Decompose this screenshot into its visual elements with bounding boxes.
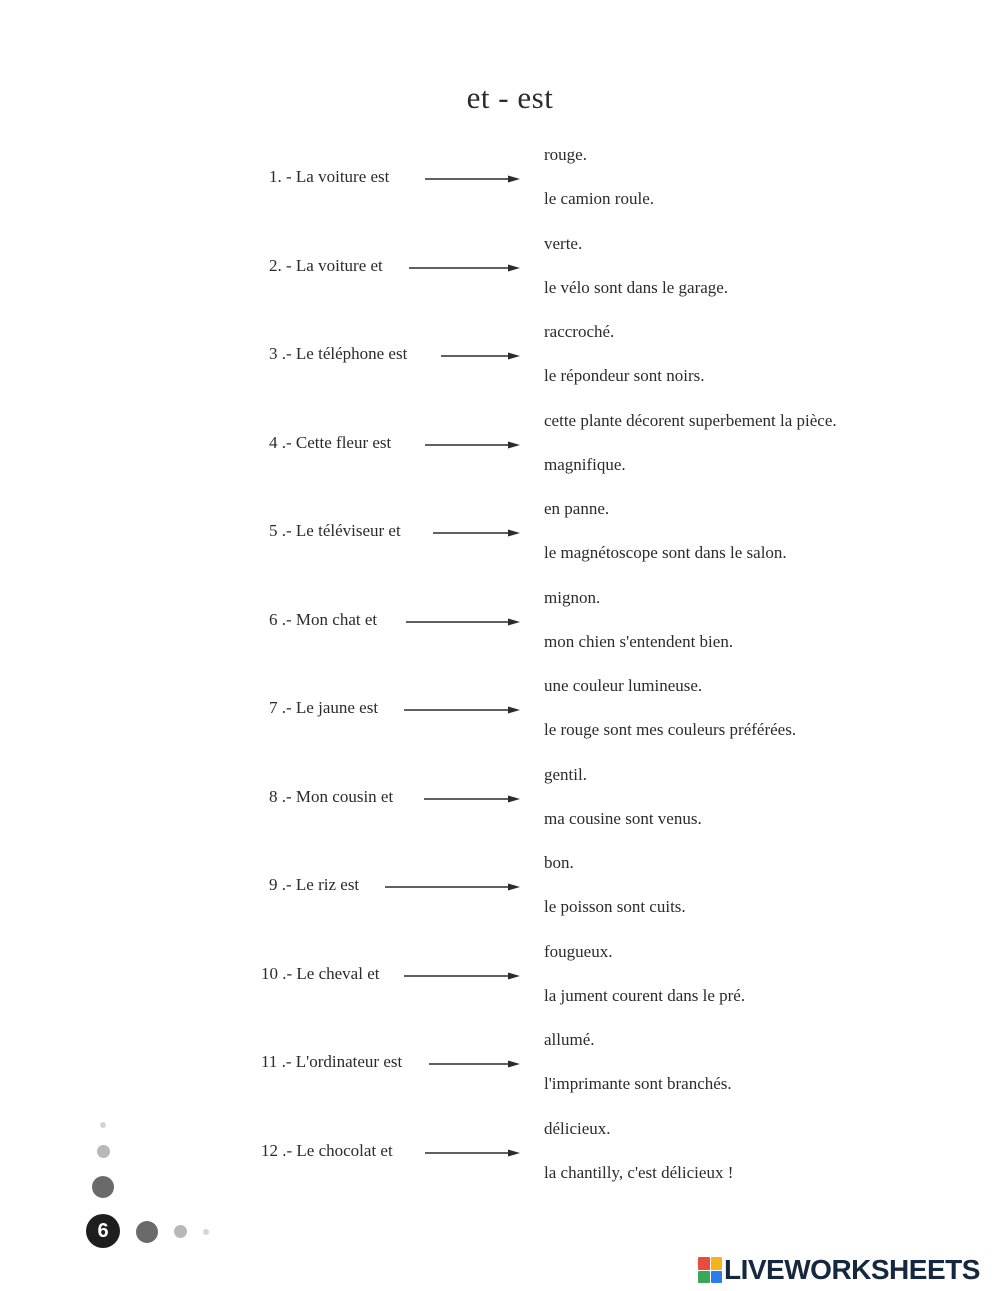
- exercise-prompt: 11 .- L'ordinateur est: [261, 1052, 403, 1071]
- arrow-right-icon: [424, 795, 520, 803]
- decor-dot: [136, 1221, 158, 1243]
- arrow-right-icon: [425, 441, 520, 449]
- arrow-right-icon: [425, 175, 520, 183]
- answer-option-a[interactable]: délicieux.: [544, 1118, 611, 1138]
- arrow-right-icon: [433, 529, 520, 537]
- answer-option-b[interactable]: l'imprimante sont branchés.: [544, 1074, 732, 1093]
- decor-dot: [92, 1176, 114, 1198]
- arrow-right-icon: [429, 1060, 520, 1068]
- answer-option-a[interactable]: en panne.: [544, 499, 610, 518]
- decor-dot: [203, 1229, 209, 1235]
- exercise-prompt: 3 .- Le téléphone est: [269, 344, 408, 363]
- exercise-row: [0, 588, 1000, 676]
- exercise-prompt: 4 .- Cette fleur est: [269, 432, 392, 452]
- answer-option-b[interactable]: mon chien s'entendent bien.: [544, 631, 734, 651]
- answer-option-a[interactable]: une couleur lumineuse.: [544, 676, 703, 695]
- answer-option-b[interactable]: le rouge sont mes couleurs préférées.: [544, 720, 797, 739]
- answer-option-a[interactable]: allumé.: [544, 1030, 595, 1049]
- exercise-prompt: 9 .- Le riz est: [269, 875, 360, 894]
- exercise-prompt: 5 .- Le téléviseur et: [269, 521, 401, 540]
- brand-name: LIVEWORKSHEETS: [724, 1254, 980, 1285]
- exercise-row: [0, 765, 1000, 853]
- exercise-row: [0, 145, 1000, 233]
- exercise-row: [0, 1030, 1000, 1118]
- exercise-row: [0, 942, 1000, 1030]
- exercise-row: [0, 853, 1000, 941]
- exercise-row: [0, 322, 1000, 410]
- decor-dot: [100, 1122, 106, 1128]
- answer-option-a[interactable]: rouge.: [544, 145, 587, 164]
- answer-option-b[interactable]: la chantilly, c'est délicieux !: [544, 1162, 734, 1182]
- arrow-right-icon: [425, 1149, 520, 1157]
- arrow-right-icon: [406, 618, 520, 626]
- answer-option-a[interactable]: verte.: [544, 233, 583, 253]
- arrow-right-icon: [385, 883, 520, 891]
- arrow-right-icon: [441, 352, 520, 360]
- arrow-right-icon: [404, 972, 520, 980]
- answer-option-b[interactable]: le magnétoscope sont dans le salon.: [544, 543, 787, 562]
- exercise-prompt: 12 .- Le chocolat et: [261, 1140, 393, 1160]
- answer-option-b[interactable]: le répondeur sont noirs.: [544, 366, 705, 385]
- decor-dot: [97, 1145, 110, 1158]
- answer-option-b[interactable]: le poisson sont cuits.: [544, 897, 686, 916]
- exercise-row: [0, 411, 1000, 499]
- answer-option-a[interactable]: fougueux.: [544, 941, 613, 961]
- exercise-prompt: 8 .- Mon cousin et: [269, 786, 394, 806]
- answer-option-a[interactable]: bon.: [544, 853, 574, 872]
- exercise-row: [0, 499, 1000, 587]
- answer-option-b[interactable]: le camion roule.: [544, 189, 654, 208]
- answer-option-a[interactable]: mignon.: [544, 587, 601, 607]
- arrow-right-icon: [409, 264, 520, 272]
- exercise-prompt: 10 .- Le cheval et: [261, 963, 380, 983]
- page-title: et - est: [466, 80, 554, 115]
- liveworksheets-brand: [698, 1255, 980, 1285]
- decor-dot: [174, 1225, 187, 1238]
- exercise-row: [0, 234, 1000, 322]
- answer-option-a[interactable]: gentil.: [544, 764, 587, 784]
- answer-option-b[interactable]: ma cousine sont venus.: [544, 808, 702, 828]
- answer-option-a[interactable]: cette plante décorent superbement la pièce.: [544, 410, 837, 430]
- answer-option-b[interactable]: la jument courent dans le pré.: [544, 985, 746, 1005]
- arrow-right-icon: [404, 706, 520, 714]
- exercise-prompt: 7 .- Le jaune est: [269, 698, 379, 717]
- page-number: 6: [86, 1214, 120, 1248]
- exercise-prompt: 6 .- Mon chat et: [269, 609, 378, 629]
- exercise-prompt: 2. - La voiture et: [269, 255, 383, 275]
- liveworksheets-logo-icon: [698, 1257, 722, 1283]
- exercise-row: [0, 676, 1000, 764]
- exercise-prompt: 1. - La voiture est: [269, 167, 390, 186]
- answer-option-a[interactable]: raccroché.: [544, 322, 615, 341]
- answer-option-b[interactable]: le vélo sont dans le garage.: [544, 277, 729, 297]
- answer-option-b[interactable]: magnifique.: [544, 454, 626, 474]
- exercise-row: [0, 1119, 1000, 1207]
